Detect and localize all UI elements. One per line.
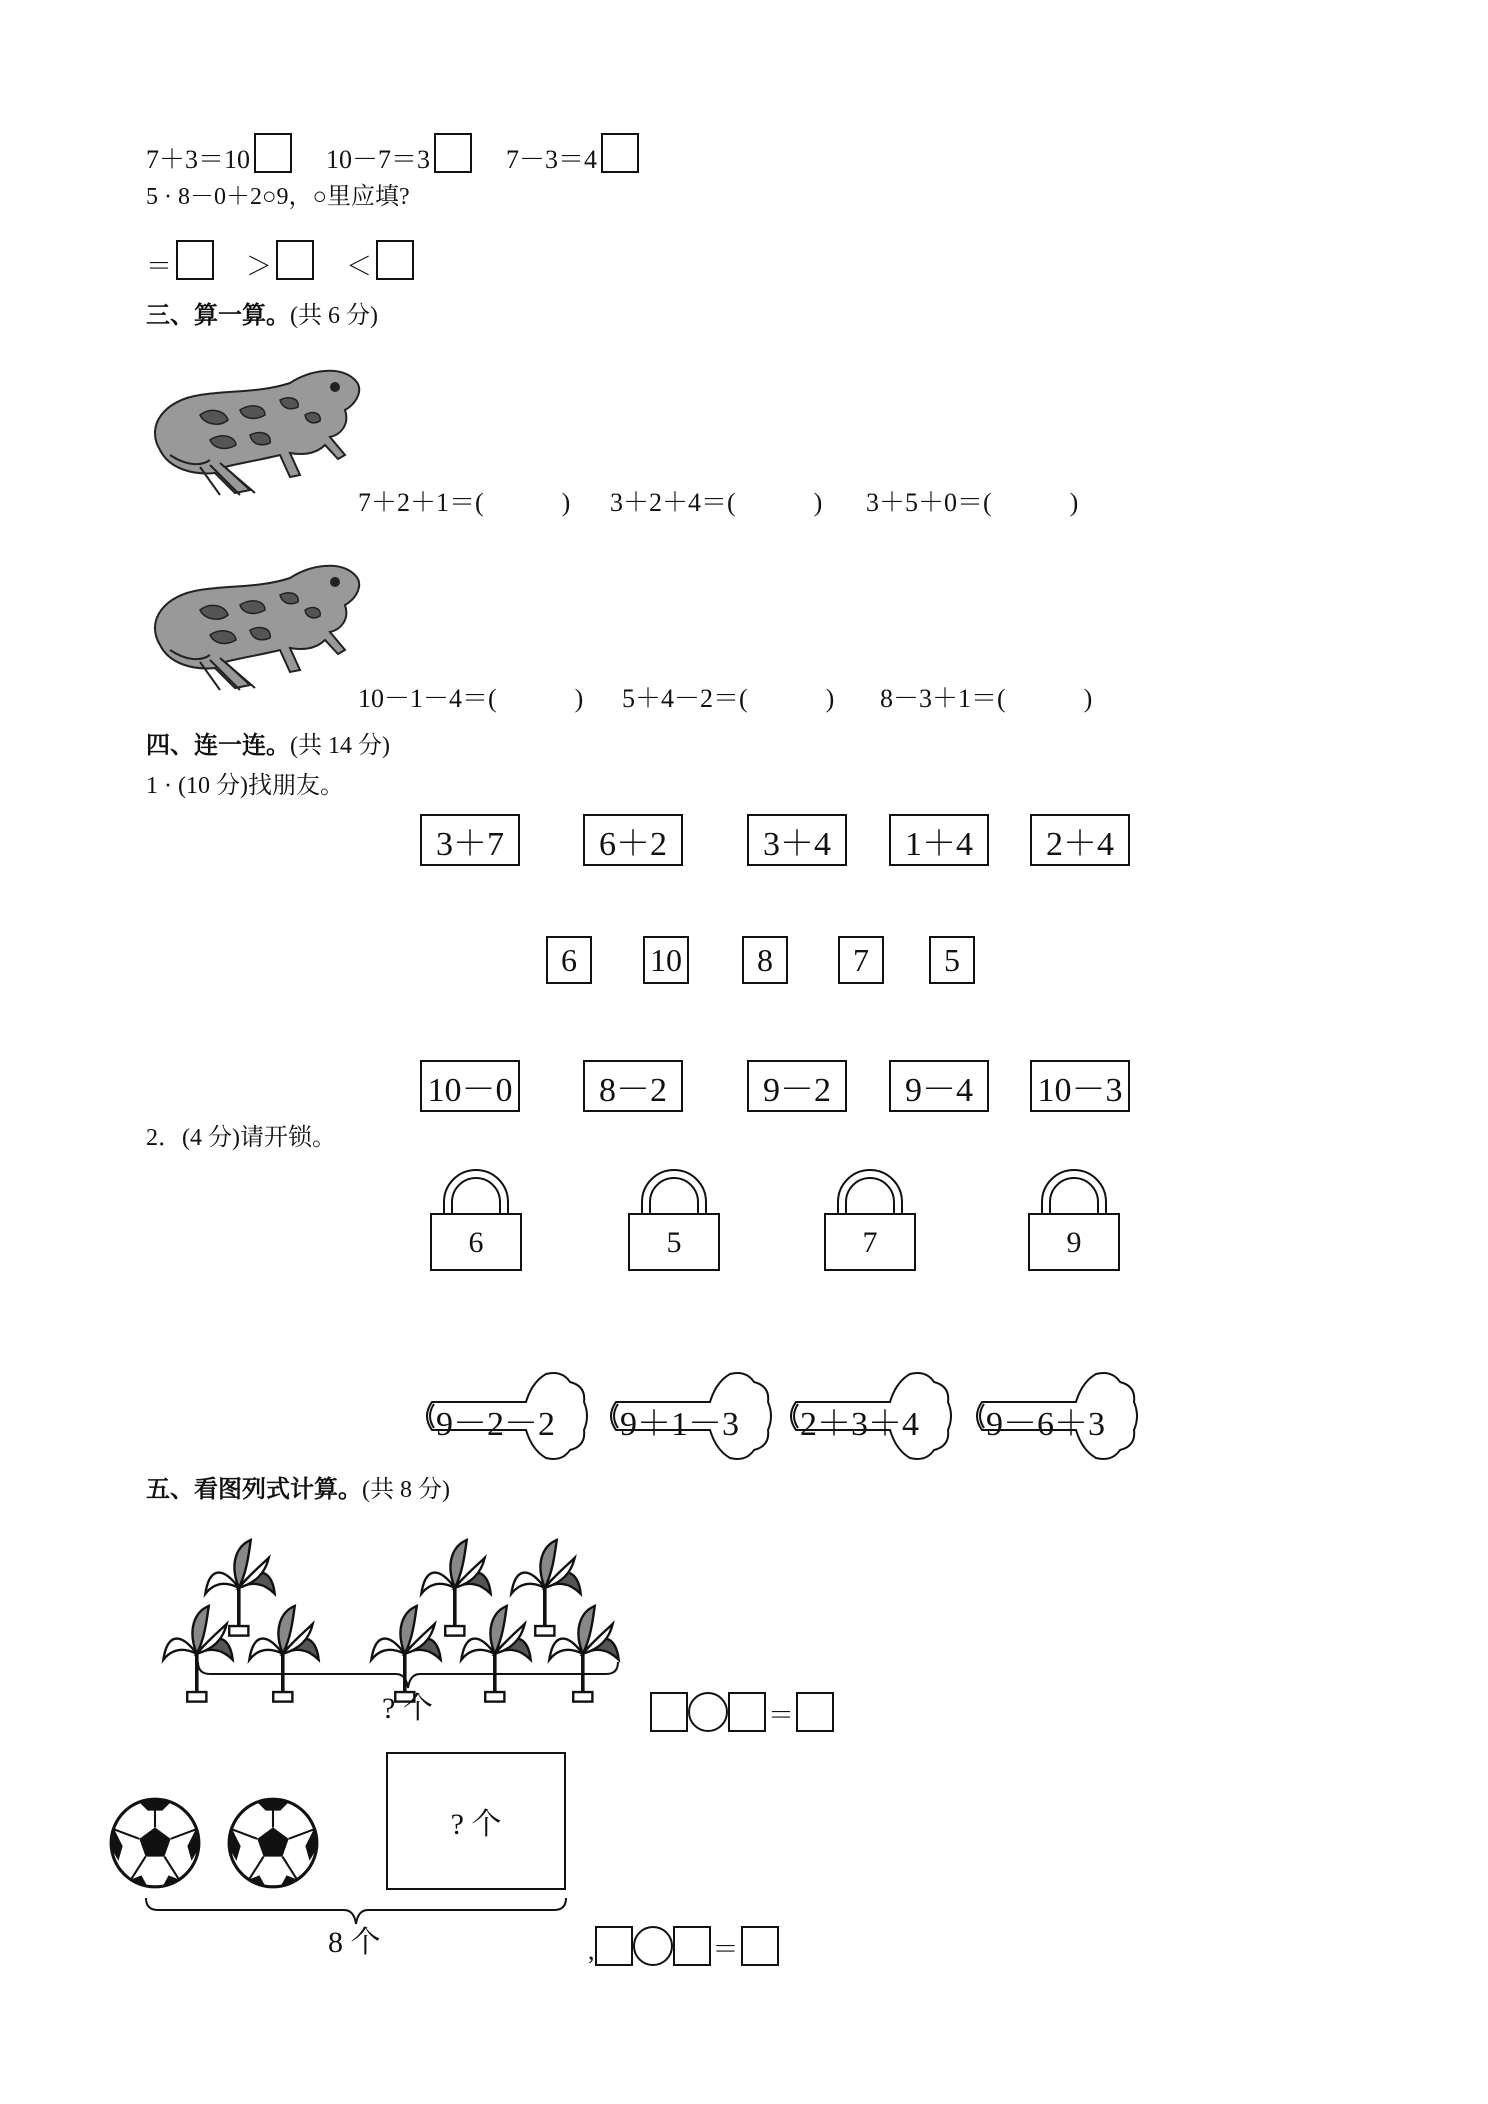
calc-row-1-item-2: 3＋2＋4＝( ) bbox=[610, 488, 823, 517]
lock-icon[interactable] bbox=[1028, 1162, 1120, 1272]
calc-row-2-item-3: 8－3＋1＝( ) bbox=[880, 684, 1093, 713]
balls-total-label: 8 个 bbox=[328, 1926, 381, 1959]
brace-icon bbox=[144, 1896, 568, 1930]
number-box[interactable]: 6 bbox=[546, 936, 592, 984]
key-expression: 9－2－2 bbox=[436, 1406, 555, 1443]
equation-1: ＝ bbox=[650, 1692, 834, 1732]
number-box[interactable]: 5 bbox=[929, 936, 975, 984]
calc-row-2-item-2: 5＋4－2＝( ) bbox=[622, 684, 835, 713]
answer-box[interactable] bbox=[595, 1926, 633, 1966]
bottom-expression-box[interactable]: 10－0 bbox=[420, 1060, 520, 1112]
top-expression-box[interactable]: 6＋2 bbox=[583, 814, 683, 866]
key-expression: 2＋3＋4 bbox=[800, 1406, 919, 1443]
key-icon[interactable] bbox=[784, 1370, 954, 1462]
answer-box[interactable] bbox=[434, 133, 472, 173]
lock-number: 7 bbox=[862, 1226, 878, 1259]
soccer-ball-icon bbox=[226, 1796, 320, 1890]
equation-7-plus-3: 7＋3＝10 bbox=[146, 133, 292, 173]
lock-number: 9 bbox=[1066, 1226, 1082, 1259]
answer-box[interactable] bbox=[176, 240, 214, 280]
question-5: 5 · 8－0＋2○9，○里应填? bbox=[146, 184, 410, 210]
answer-box[interactable] bbox=[728, 1692, 766, 1732]
number-box[interactable]: 7 bbox=[838, 936, 884, 984]
option-equal: ＝ bbox=[146, 240, 214, 280]
plants-total-label: ? 个 bbox=[382, 1692, 433, 1725]
answer-box[interactable] bbox=[254, 133, 292, 173]
frog-icon bbox=[140, 345, 370, 515]
bottom-expression-box[interactable]: 9－2 bbox=[747, 1060, 847, 1112]
brace-icon bbox=[196, 1660, 620, 1694]
number-box[interactable]: 8 bbox=[742, 936, 788, 984]
answer-box[interactable] bbox=[796, 1692, 834, 1732]
equation-2: , ＝ bbox=[588, 1924, 779, 1966]
top-expression-box[interactable]: 3＋7 bbox=[420, 814, 520, 866]
part-1-title: 1 · (10 分)找朋友。 bbox=[146, 773, 344, 799]
section-4-heading: 四、连一连。(共 14 分) bbox=[146, 733, 390, 759]
top-expression-box[interactable]: 2＋4 bbox=[1030, 814, 1130, 866]
frog-icon bbox=[140, 540, 370, 710]
equation-10-minus-7: 10－7＝3 bbox=[326, 133, 472, 173]
answer-box[interactable] bbox=[673, 1926, 711, 1966]
key-icon[interactable] bbox=[604, 1370, 774, 1462]
key-expression: 9－6＋3 bbox=[986, 1406, 1105, 1443]
part-2-title: 2．(4 分)请开锁。 bbox=[146, 1125, 336, 1151]
option-less: ＜ bbox=[346, 240, 414, 280]
lock-icon[interactable] bbox=[430, 1162, 522, 1272]
section-3-heading: 三、算一算。(共 6 分) bbox=[146, 303, 378, 329]
operator-circle[interactable] bbox=[688, 1692, 728, 1732]
number-box[interactable]: 10 bbox=[643, 936, 689, 984]
bottom-expression-box[interactable]: 10－3 bbox=[1030, 1060, 1130, 1112]
equation-7-minus-3: 7－3＝4 bbox=[506, 133, 639, 173]
bottom-expression-box[interactable]: 9－4 bbox=[889, 1060, 989, 1112]
lock-icon[interactable] bbox=[824, 1162, 916, 1272]
answer-box[interactable] bbox=[276, 240, 314, 280]
calc-row-1-item-3: 3＋5＋0＝( ) bbox=[866, 488, 1079, 517]
answer-box[interactable] bbox=[741, 1926, 779, 1966]
lock-number: 6 bbox=[468, 1226, 484, 1259]
answer-box[interactable] bbox=[650, 1692, 688, 1732]
lock-icon[interactable] bbox=[628, 1162, 720, 1272]
top-expression-box[interactable]: 3＋4 bbox=[747, 814, 847, 866]
soccer-ball-icon bbox=[108, 1796, 202, 1890]
calc-row-1-item-1: 7＋2＋1＝( ) bbox=[358, 488, 571, 517]
calc-row-2-item-1: 10－1－4＝( ) bbox=[358, 684, 584, 713]
key-icon[interactable] bbox=[420, 1370, 590, 1462]
bottom-expression-box[interactable]: 8－2 bbox=[583, 1060, 683, 1112]
top-expression-box[interactable]: 1＋4 bbox=[889, 814, 989, 866]
answer-box[interactable] bbox=[601, 133, 639, 173]
key-icon[interactable] bbox=[970, 1370, 1140, 1462]
option-greater: ＞ bbox=[246, 240, 314, 280]
answer-box[interactable] bbox=[376, 240, 414, 280]
key-expression: 9＋1－3 bbox=[620, 1406, 739, 1443]
section-5-heading: 五、看图列式计算。(共 8 分) bbox=[146, 1477, 450, 1503]
operator-circle[interactable] bbox=[633, 1926, 673, 1966]
hidden-balls-box: ? 个 bbox=[386, 1752, 566, 1890]
lock-number: 5 bbox=[666, 1226, 682, 1259]
